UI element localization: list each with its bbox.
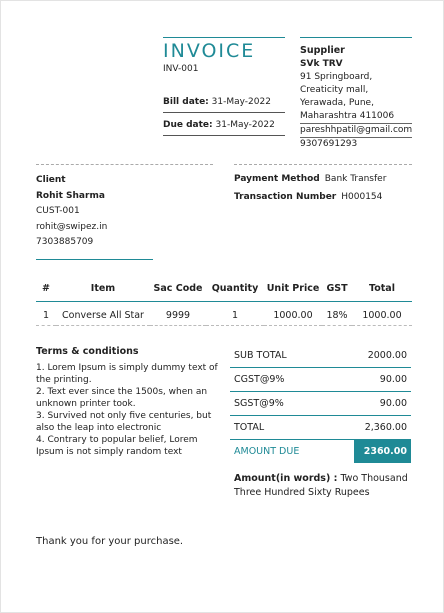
subtotal-value: 2000.00 <box>367 350 407 361</box>
due-date <box>163 120 285 136</box>
header-total: Total <box>352 283 412 302</box>
amount-due-label: AMOUNT DUE <box>234 446 300 457</box>
amount-due-value: 2360.00 <box>354 440 411 463</box>
payment-method-row <box>234 170 412 188</box>
header-gst: GST <box>322 283 352 302</box>
cell-gst: 18% <box>322 302 352 326</box>
supplier-address-4: Maharashtra 411006 <box>300 110 412 124</box>
terms-line-3: 3. Survived not only five centuries, but also the leap into electronic <box>36 411 212 433</box>
cell-item: Converse All Star <box>56 302 150 326</box>
header-item: Item <box>56 283 150 302</box>
header-index: # <box>36 283 56 302</box>
client-label: Client <box>36 175 66 185</box>
due-date-value: 31-May-2022 <box>215 120 275 130</box>
client-name: Rohit Sharma <box>36 190 105 201</box>
total-label: TOTAL <box>234 422 265 433</box>
payment-method-value: Bank Transfer <box>324 174 387 184</box>
sgst-value: 90.00 <box>379 398 407 409</box>
supplier-phone: 9307691293 <box>300 139 358 149</box>
supplier-address-1: 91 Springboard, <box>300 72 373 82</box>
cgst-label: CGST@9% <box>234 374 285 385</box>
bill-date-value: 31-May-2022 <box>211 97 271 107</box>
terms-line-1: 1. Lorem Ipsum is simply dummy text of the printing. <box>36 363 218 385</box>
cell-index: 1 <box>36 302 56 326</box>
terms-label: Terms & conditions <box>36 346 139 357</box>
client-email: rohit@swipez.in <box>36 221 108 232</box>
supplier-address-3: Yerawada, Pune, <box>300 98 374 108</box>
terms-line-2: 2. Text ever since the 1500s, when an unknown printer took. <box>36 387 208 409</box>
cell-quantity: 1 <box>206 302 264 326</box>
invoice-number: INV-001 <box>163 64 199 74</box>
invoice-title: INVOICE <box>163 37 285 62</box>
transaction-value: H000154 <box>341 192 383 202</box>
table-row <box>36 302 412 326</box>
items-header-row <box>36 283 412 302</box>
bill-date-label: Bill date: <box>163 97 209 107</box>
supplier-email: pareshhpatil@gmail.com <box>300 124 412 138</box>
transaction-label: Transaction Number <box>234 192 337 202</box>
terms-block <box>36 346 221 458</box>
cell-total: 1000.00 <box>352 302 412 326</box>
supplier-block <box>300 37 412 151</box>
total-value: 2,360.00 <box>364 422 407 433</box>
sgst-label: SGST@9% <box>234 398 284 409</box>
cgst-row <box>230 368 411 392</box>
amount-words-value: Two Thousand Three Hundred Sixty Rupees <box>234 473 408 498</box>
amount-words-label: Amount(in words) : <box>234 473 338 484</box>
terms-line-4: 4. Contrary to popular belief, Lorem Ipsum is not simply random text <box>36 435 198 457</box>
header-quantity: Quantity <box>206 283 264 302</box>
header-sac-code: Sac Code <box>150 283 206 302</box>
payment-method-label: Payment Method <box>234 174 320 184</box>
supplier-label: Supplier <box>300 45 345 56</box>
transaction-row <box>234 188 412 206</box>
due-date-label: Due date: <box>163 120 213 130</box>
amount-due-row <box>230 440 411 463</box>
items-table <box>36 283 412 326</box>
total-row <box>230 416 411 440</box>
subtotal-label: SUB TOTAL <box>234 350 287 361</box>
amount-in-words <box>234 472 412 499</box>
supplier-name: SVk TRV <box>300 59 343 69</box>
bill-date <box>163 97 285 113</box>
cell-unit-price: 1000.00 <box>264 302 322 326</box>
totals-block <box>230 344 411 463</box>
client-id: CUST-001 <box>36 206 80 216</box>
payment-block <box>234 164 412 206</box>
cell-sac-code: 9999 <box>150 302 206 326</box>
cgst-value: 90.00 <box>379 374 407 385</box>
client-underline <box>36 259 153 260</box>
sgst-row <box>230 392 411 416</box>
subtotal-row <box>230 344 411 368</box>
client-block <box>36 164 213 251</box>
supplier-address-2: Creaticity mall, <box>300 85 369 95</box>
client-phone: 7303885709 <box>36 237 94 247</box>
thank-you-note: Thank you for your purchase. <box>36 536 184 547</box>
header-unit-price: Unit Price <box>264 283 322 302</box>
